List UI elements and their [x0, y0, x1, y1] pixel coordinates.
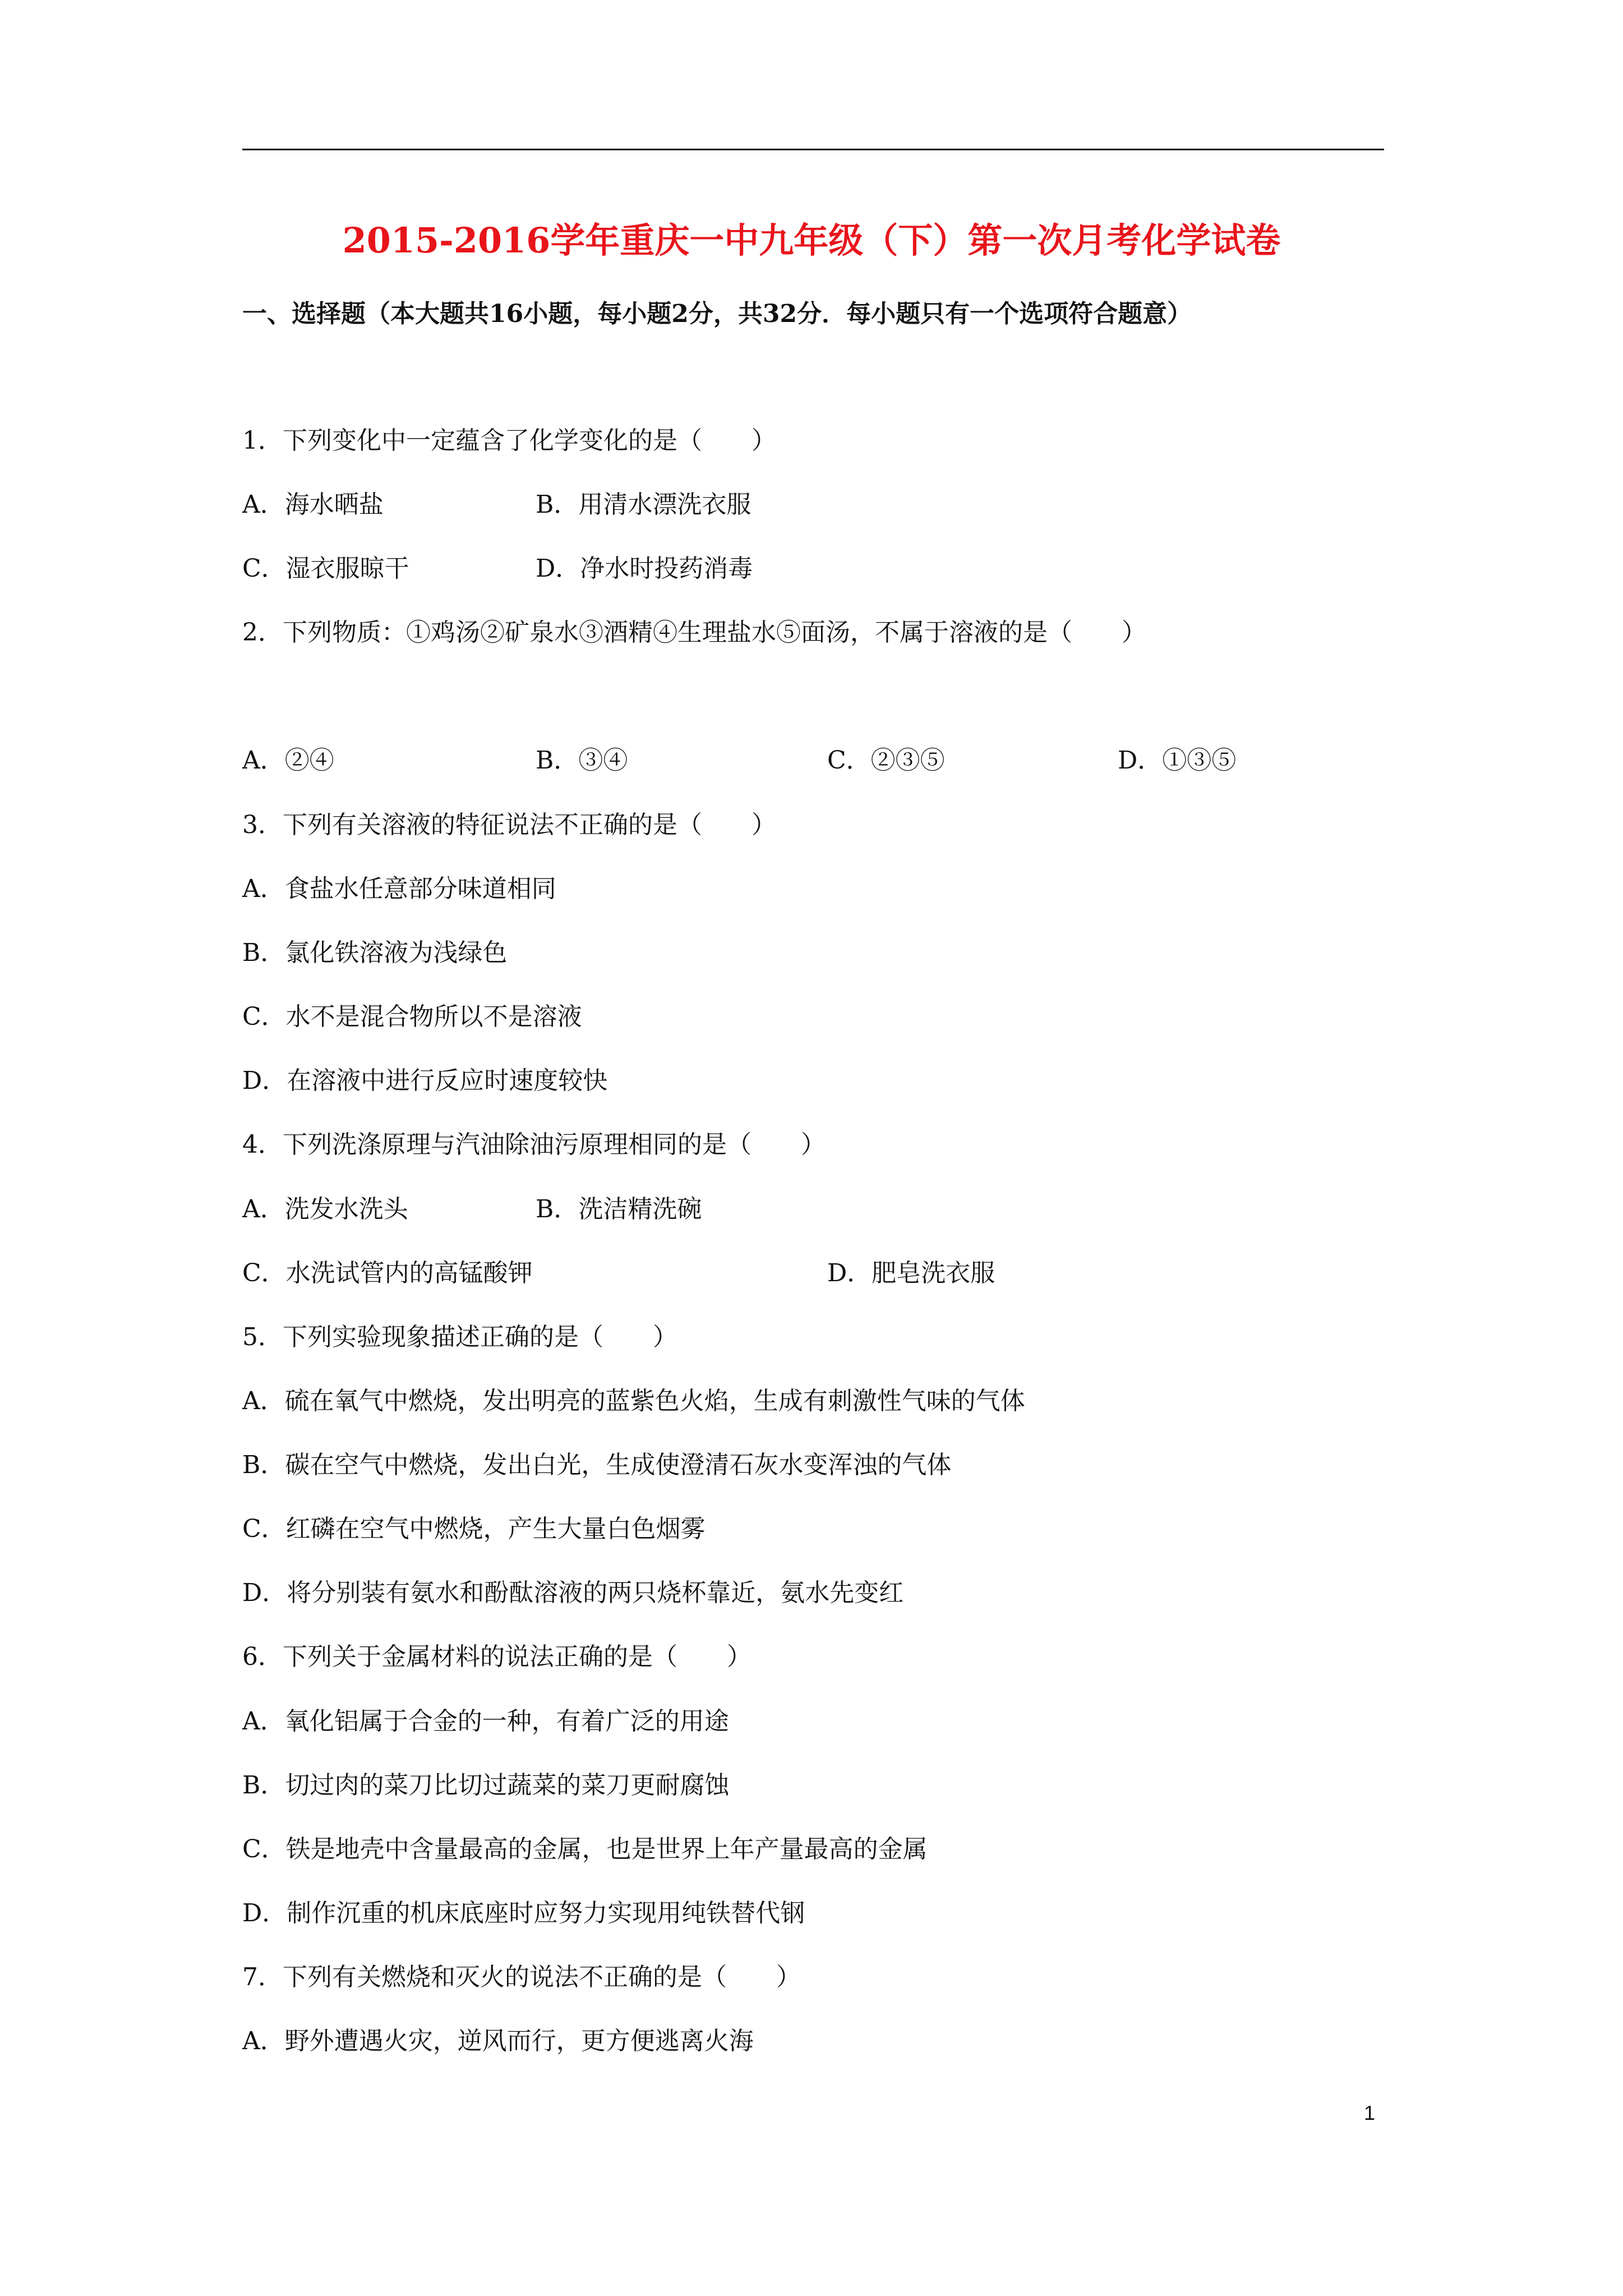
question-3-option-c: C．水不是混合物所以不是溶液 [242, 1002, 582, 1031]
question-2-stem: 2．下列物质：①鸡汤②矿泉水③酒精④生理盐水⑤面汤，不属于溶液的是（ ） [242, 618, 1146, 647]
question-7-option-a: A．野外遭遇火灾，逆风而行，更方便逃离火海 [242, 2027, 754, 2055]
question-1-option-b: B．用清水漂洗衣服 [536, 490, 751, 519]
question-1-stem: 1．下列变化中一定蕴含了化学变化的是（ ） [242, 426, 776, 455]
question-2-option-c: C．②③⑤ [827, 746, 945, 775]
question-4-option-a: A．洗发水洗头 [242, 1195, 408, 1223]
question-4-option-d: D．肥皂洗衣服 [827, 1259, 995, 1287]
question-3-option-d: D．在溶液中进行反应时速度较快 [242, 1066, 608, 1095]
question-1-option-c: C．湿衣服晾干 [242, 554, 409, 583]
question-3-stem: 3．下列有关溶液的特征说法不正确的是（ ） [242, 811, 776, 839]
question-5-option-a: A．硫在氧气中燃烧，发出明亮的蓝紫色火焰，生成有刺激性气味的气体 [242, 1387, 1025, 1415]
question-3-option-a: A．食盐水任意部分味道相同 [242, 875, 556, 903]
question-4-option-b: B．洗洁精洗碗 [536, 1195, 702, 1223]
question-4-stem: 4．下列洗涤原理与汽油除油污原理相同的是（ ） [242, 1130, 826, 1159]
question-2-option-d: D．①③⑤ [1118, 746, 1237, 775]
header-rule [242, 149, 1384, 150]
question-6-option-d: D．制作沉重的机床底座时应努力实现用纯铁替代钢 [242, 1899, 805, 1927]
question-5-option-c: C．红磷在空气中燃烧，产生大量白色烟雾 [242, 1515, 706, 1543]
question-4-option-c: C．水洗试管内的高锰酸钾 [242, 1259, 533, 1287]
question-5-option-d: D．将分别装有氨水和酚酞溶液的两只烧杯靠近，氨水先变红 [242, 1579, 904, 1607]
question-2-option-b: B．③④ [536, 746, 628, 775]
section-heading: 一、选择题（本大题共16小题，每小题2分，共32分．每小题只有一个选项符合题意） [242, 300, 1192, 328]
question-1-option-a: A．海水晒盐 [242, 490, 384, 519]
question-1-option-d: D．净水时投药消毒 [536, 554, 753, 583]
question-6-option-a: A．氧化铝属于合金的一种，有着广泛的用途 [242, 1707, 729, 1736]
question-6-stem: 6．下列关于金属材料的说法正确的是（ ） [242, 1642, 751, 1671]
question-6-option-b: B．切过肉的菜刀比切过蔬菜的菜刀更耐腐蚀 [242, 1771, 730, 1800]
question-7-stem: 7．下列有关燃烧和灭火的说法不正确的是（ ） [242, 1963, 801, 1991]
document-title: 2015-2016学年重庆一中九年级（下）第一次月考化学试卷 [342, 220, 1281, 261]
page-number: 1 [1364, 2101, 1376, 2124]
question-2-option-a: A．②④ [242, 746, 334, 775]
question-6-option-c: C．铁是地壳中含量最高的金属，也是世界上年产量最高的金属 [242, 1835, 928, 1864]
question-3-option-b: B．氯化铁溶液为浅绿色 [242, 938, 508, 967]
question-5-option-b: B．碳在空气中燃烧，发出白光，生成使澄清石灰水变浑浊的气体 [242, 1451, 952, 1479]
question-5-stem: 5．下列实验现象描述正确的是（ ） [242, 1323, 677, 1351]
